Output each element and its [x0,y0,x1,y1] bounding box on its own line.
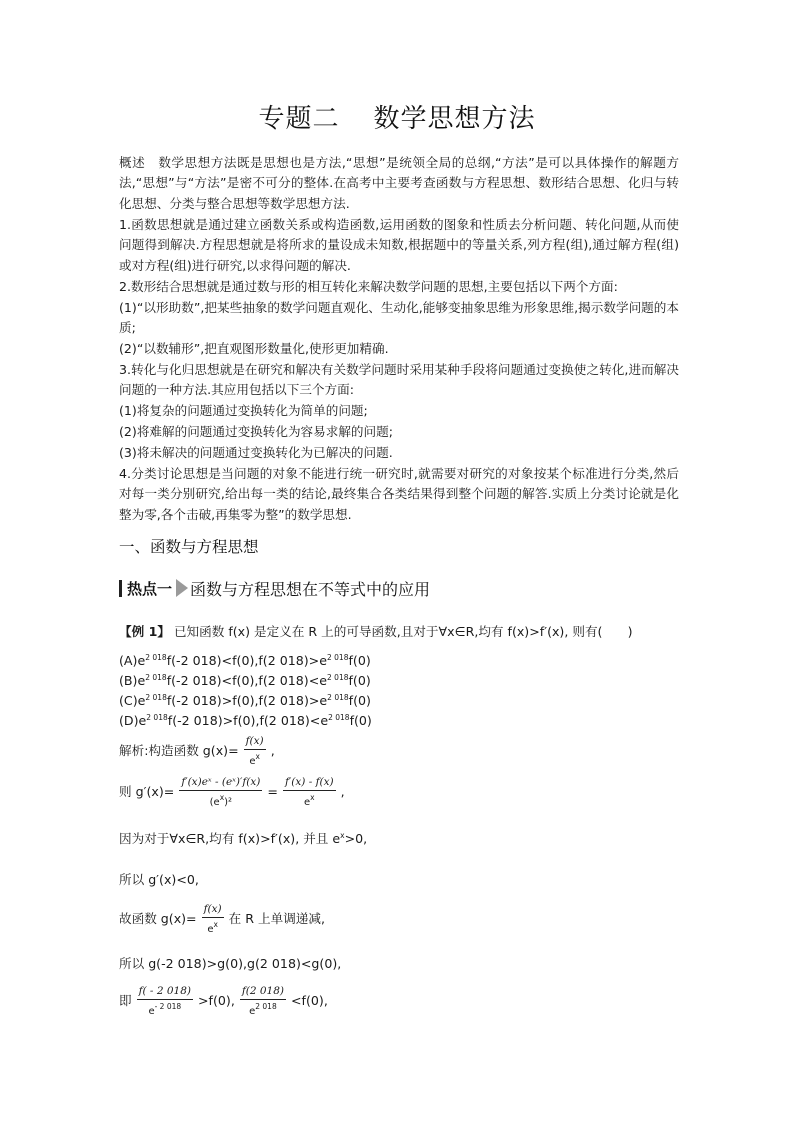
intro-transformation-2: (2)将难解的问题通过变换转化为容易求解的问题; [119,424,393,439]
option-d: $(D)e^{2 018}f(-2$ 018)>f(0),f(2 $018)<e^{2 018}f(0)$ [119,713,372,728]
option-c: $(C)e^{2 018}f(-2$ 018)>f(0),f(2 $018)>e^{2 018}f(0)$ [119,693,371,708]
hotspot-bar-icon [119,580,122,597]
hotspot-label: 热点一 [127,579,173,598]
option-b: $(B)e^{2 018}f(-2$ 018)<f(0),f(2 $018)<e^{2 018}f(0)$ [119,673,371,688]
fraction: $\frac{f(x)}{e^x}$ [245,735,264,767]
page-title [0,98,794,135]
fraction: $\frac{f'(x) - f(x)}{e^x}$ [284,776,334,808]
section-heading: 一、函数与方程思想 [119,538,259,556]
hotspot-title: 函数与方程思想在不等式中的应用 [190,579,431,599]
intro-transformation-3: (3)将未解决的问题通过变换转化为已解决的问题. [119,445,393,460]
fraction: $\frac{f( - 2 018)}{e^{- 2 018}}$ [138,985,191,1017]
solution-step-1: 解析:构造函数 g(x)= $\frac{f(x)}{e^x}$ , [119,735,275,767]
intro-overview: 概述 数学思想方法既是思想也是方法,“思想”是统领全局的总纲,“方法”是可以具体操作的解题方法,“思想”与“方法”是密不可分的整体.在高考中主要考查函数与方程思想、数形结合思想、化归与转化思想、分类与整合思想等数学思想方法. [119,155,679,211]
title-topic: 专题二 [258,104,340,134]
solution-step-5: 故函数 g(x)= $\frac{f(x)}{e^x}$ 在 R 上单调递减, [119,903,325,935]
hotspot-arrow-icon [176,579,188,597]
intro-shape-number-2: (2)“以数辅形”,把直观图形数量化,使形更加精确. [119,341,389,356]
solution-step-6: 所以 g(-2 018)>g(0),g(2 018)<g(0), [119,956,342,971]
intro-function-thinking: 1.函数思想就是通过建立函数关系或构造函数,运用函数的图象和性质去分析问题、转化问题,从而使问题得到解决.方程思想就是将所求的量设成未知数,根据题中的等量关系,列方程(组),通过解方程(组)或对方程(组)进行研究,以求得问题的解决. [119,217,679,273]
solution-step-4: 所以 g′(x)<0, [119,872,199,887]
intro-shape-number: 2.数形结合思想就是通过数与形的相互转化来解决数学问题的思想,主要包括以下两个方面: [119,279,618,294]
solution-step-2: 则 g′(x)= $\frac{\text{f′(x)eˣ - (eˣ)′f(x)}}{(e^x)^2}$ = $\frac{f'(x) - f(x)}{e^x}$ , [119,776,345,808]
fraction: $\frac{\text{f′(x)eˣ - (eˣ)′f(x)}}{(e^x)^2}$ [181,776,261,808]
solution-step-7: 即 $\frac{f( - 2 018)}{e^{- 2 018}}$ >f(0), $\frac{f(2 018)}{e^{2 018}}$ <f(0), [119,985,328,1017]
fraction: $\frac{f(2 018)}{e^{2 018}}$ [241,985,284,1017]
example-question: 已知函数 f(x) 是定义在 R 上的可导函数,且对于∀x∈R,均有 f(x)>f′(x), 则有( ) [173,624,633,639]
intro-shape-number-1: (1)“以形助数”,把某些抽象的数学问题直观化、生动化,能够变抽象思维为形象思维,揭示数学问题的本质; [119,300,679,336]
fraction: $\frac{f(x)}{e^x}$ [203,903,222,935]
title-subject: 数学思想方法 [373,104,536,134]
example-tag: 【例 1】 [119,624,170,639]
solution-step-3: 因为对于∀x∈R,均有 f(x)>f′(x), 并且 $e^x>0$, [119,831,368,846]
option-a: $(A)e^{2 018}f(-2$ 018)<f(0),f(2 $018)>e^{2 018}f(0)$ [119,653,371,668]
intro-classification: 4.分类讨论思想是当问题的对象不能进行统一研究时,就需要对研究的对象按某个标准进行分类,然后对每一类分别研究,给出每一类的结论,最终集合各类结果得到整个问题的解答.实质上分类讨论就是化整为零,各个击破,再集零为整”的数学思想. [119,466,679,522]
example-stem [119,621,633,640]
intro-transformation-1: (1)将复杂的问题通过变换转化为简单的问题; [119,403,368,418]
intro-transformation: 3.转化与化归思想就是在研究和解决有关数学问题时采用某种手段将问题通过变换使之转化,进而解决问题的一种方法.其应用包括以下三个方面: [119,362,679,398]
hotspot-heading [119,575,430,601]
